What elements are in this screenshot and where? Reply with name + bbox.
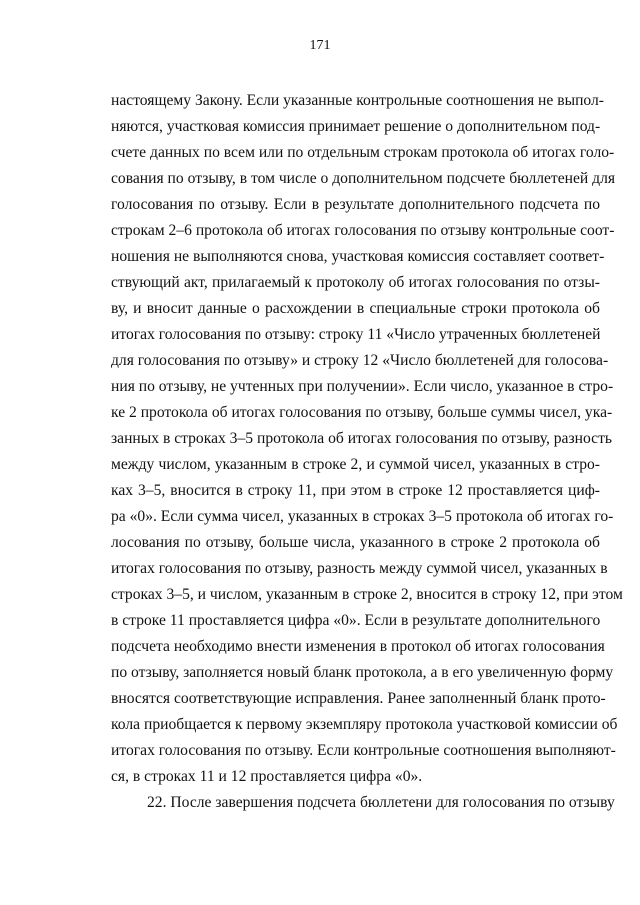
text-line: в строке 11 проставляется цифра «0». Если в результате дополнительного <box>111 612 601 629</box>
text-line: ношения не выполняются снова, участковая комиссия составляет соответ- <box>111 248 605 265</box>
text-line: лосования по отзыву, больше числа, указанного в строке 2 протокола об <box>111 534 600 551</box>
text-line: строкам 2–6 протокола об итогах голосования по отзыву контрольные соот- <box>111 222 615 239</box>
page-number: 171 <box>309 38 331 53</box>
text-line: ке 2 протокола об итогах голосования по отзыву, больше суммы чисел, ука- <box>111 404 613 421</box>
text-line: кола приобщается к первому экземпляру протокола участковой комиссии об <box>111 716 618 733</box>
body-text <box>111 88 623 816</box>
text-line: строках 3–5, и числом, указанным в строке 2, вносится в строку 12, при этом <box>111 586 623 603</box>
text-line: между числом, указанным в строке 2, и суммой чисел, указанных в стро- <box>111 456 600 473</box>
paragraph-start-line: 22. После завершения подсчета бюллетени для голосования по отзыву <box>147 794 615 811</box>
text-line: ву, и вносит данные о расхождении в специальные строки протокола об <box>111 300 600 317</box>
text-line: подсчета необходимо внести изменения в протокол об итогах голосования <box>111 638 605 655</box>
text-line: голосования по отзыву. Если в результате дополнительного подсчета по <box>111 196 600 213</box>
text-line: ния по отзыву, не учтенных при получении». Если число, указанное в стро- <box>111 378 614 395</box>
text-line: настоящему Закону. Если указанные контрольные соотношения не выпол- <box>111 92 604 109</box>
text-line: счете данных по всем или по отдельным строкам протокола об итогах голо- <box>111 144 615 161</box>
text-line: ра «0». Если сумма чисел, указанных в строках 3–5 протокола об итогах го- <box>111 508 614 525</box>
text-line: занных в строках 3–5 протокола об итогах голосования по отзыву, разность <box>111 430 612 447</box>
text-line: итогах голосования по отзыву: строку 11 «Число утраченных бюллетеней <box>111 326 601 343</box>
text-line: сования по отзыву, в том числе о дополнительном подсчете бюллетеней для <box>111 170 616 187</box>
text-line: итогах голосования по отзыву. Если контрольные соотношения выполняют- <box>111 742 616 759</box>
text-line: ствующий акт, прилагаемый к протоколу об итогах голосования по отзы- <box>111 274 600 291</box>
text-line: ся, в строках 11 и 12 проставляется цифра «0». <box>111 768 423 785</box>
text-line: ках 3–5, вносится в строку 11, при этом в строке 12 проставляется циф- <box>111 482 600 499</box>
text-line: вносятся соответствующие исправления. Ранее заполненный бланк прото- <box>111 690 606 707</box>
text-line: для голосования по отзыву» и строку 12 «Число бюллетеней для голосова- <box>111 352 609 369</box>
text-line: по отзыву, заполняется новый бланк протокола, а в его увеличенную форму <box>111 664 614 681</box>
text-line: итогах голосования по отзыву, разность между суммой чисел, указанных в <box>111 560 608 577</box>
text-line: няются, участковая комиссия принимает решение о дополнительном под- <box>111 118 601 135</box>
